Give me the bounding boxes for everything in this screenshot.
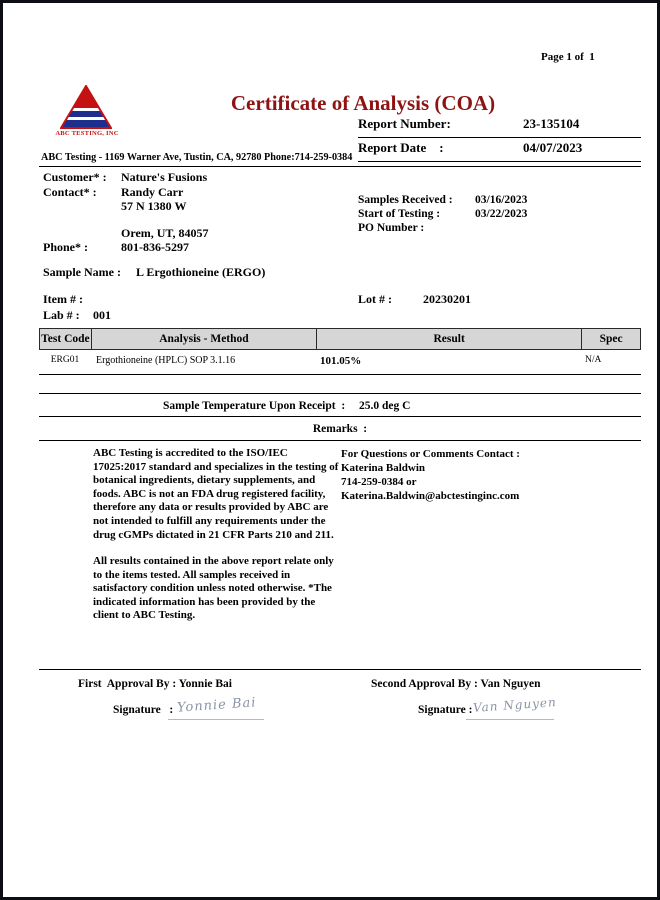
lab-number-label: Lab # : [43,308,80,322]
sample-name-value: L Ergothioneine (ERGO) [136,265,266,279]
temperature-divider-top [39,393,641,394]
phone-value: 801-836-5297 [121,240,189,254]
col-result: Result [317,329,582,349]
contact-phone: 714-259-0384 or [341,476,417,488]
cell-spec: N/A [585,355,602,365]
header-divider [39,166,641,167]
phone-label: Phone* : [43,240,88,254]
report-number-value: 23-135104 [523,116,580,131]
table-row [39,350,641,375]
first-signature-mark: Yonnie Bai [176,695,257,716]
results-table-header [39,328,641,350]
temperature-label: Sample Temperature Upon Receipt : [163,400,346,412]
logo-text: ABC TESTING, INC [55,130,119,137]
abc-testing-logo-icon [60,85,112,134]
samples-received-value: 03/16/2023 [475,194,528,206]
first-approval-by: First Approval By : Yonnie Bai [78,678,232,690]
item-number-label: Item # : [43,292,83,306]
second-approval-by: Second Approval By : Van Nguyen [371,678,541,690]
lab-address: ABC Testing - 1169 Warner Ave, Tustin, CA, 92780 Phone:714-259-0384 [41,152,353,163]
temperature-value: 25.0 deg C [359,400,411,412]
page-number: Page 1 of 1 [541,51,595,63]
lot-number-value: 20230201 [423,292,471,306]
approvals-divider [39,669,641,670]
document-title: Certificate of Analysis (COA) [230,91,496,115]
customer-name: Nature's Fusions [121,170,208,184]
second-signature-label: Signature : [418,704,473,716]
second-signature-mark: Van Nguyen [472,695,558,715]
disclaimer-paragraph: All results contained in the above report relate only to the items tested. All samples received in satisfactory condition unless noted otherwise. *The indicated information has been provided by the client to ABC Testing. [93,555,334,622]
lab-number-value: 001 [93,308,111,322]
report-date-label: Report Date : [358,140,444,155]
cell-result: 101.05% [320,355,362,367]
contact-address-1: 57 N 1380 W [121,199,187,213]
contact-label: Contact* : [43,185,97,199]
contact-email: Katerina.Baldwin@abctestinginc.com [341,490,520,502]
temperature-divider-bottom [39,416,641,417]
report-date-field [358,139,641,162]
col-spec: Spec [599,333,623,345]
cell-test-code: ERG01 [50,355,80,365]
po-number-label: PO Number : [358,222,425,234]
col-test-code: Test Code [40,329,92,349]
contact-name: Randy Carr [121,185,184,199]
customer-label: Customer* : [43,170,107,184]
start-of-testing-value: 03/22/2023 [475,208,528,220]
remarks-heading: Remarks : [312,423,368,435]
accreditation-paragraph: ABC Testing is accredited to the ISO/IEC 17025:2017 standard and specializes in the testing of botanical ingredients, dietary supplements, and foods. ABC is not an FDA drug registered facility, therefore any data or results provided by ABC are not intended to fulfill any requirements under the drug cGMPs dictated in 21 CFR Parts 210 and 211. [93,447,339,541]
lot-number-label: Lot # : [358,292,392,306]
cell-method: Ergothioneine (HPLC) SOP 3.1.16 [96,355,236,366]
sample-name-label: Sample Name : [43,265,121,279]
report-date-value: 04/07/2023 [523,140,583,155]
contact-heading: For Questions or Comments Contact : [341,448,520,460]
col-analysis-method: Analysis - Method [92,329,317,349]
first-signature-label: Signature : [113,704,174,716]
second-signature-line [466,719,554,720]
report-number-label: Report Number: [358,116,451,131]
remarks-divider [39,440,641,441]
contact-person: Katerina Baldwin [341,462,426,474]
first-signature-line [168,719,264,720]
start-of-testing-label: Start of Testing : [358,208,441,220]
samples-received-label: Samples Received : [358,194,453,206]
report-number-field [358,115,641,138]
results-table [39,328,641,375]
contact-address-2: Orem, UT, 84057 [121,226,209,240]
